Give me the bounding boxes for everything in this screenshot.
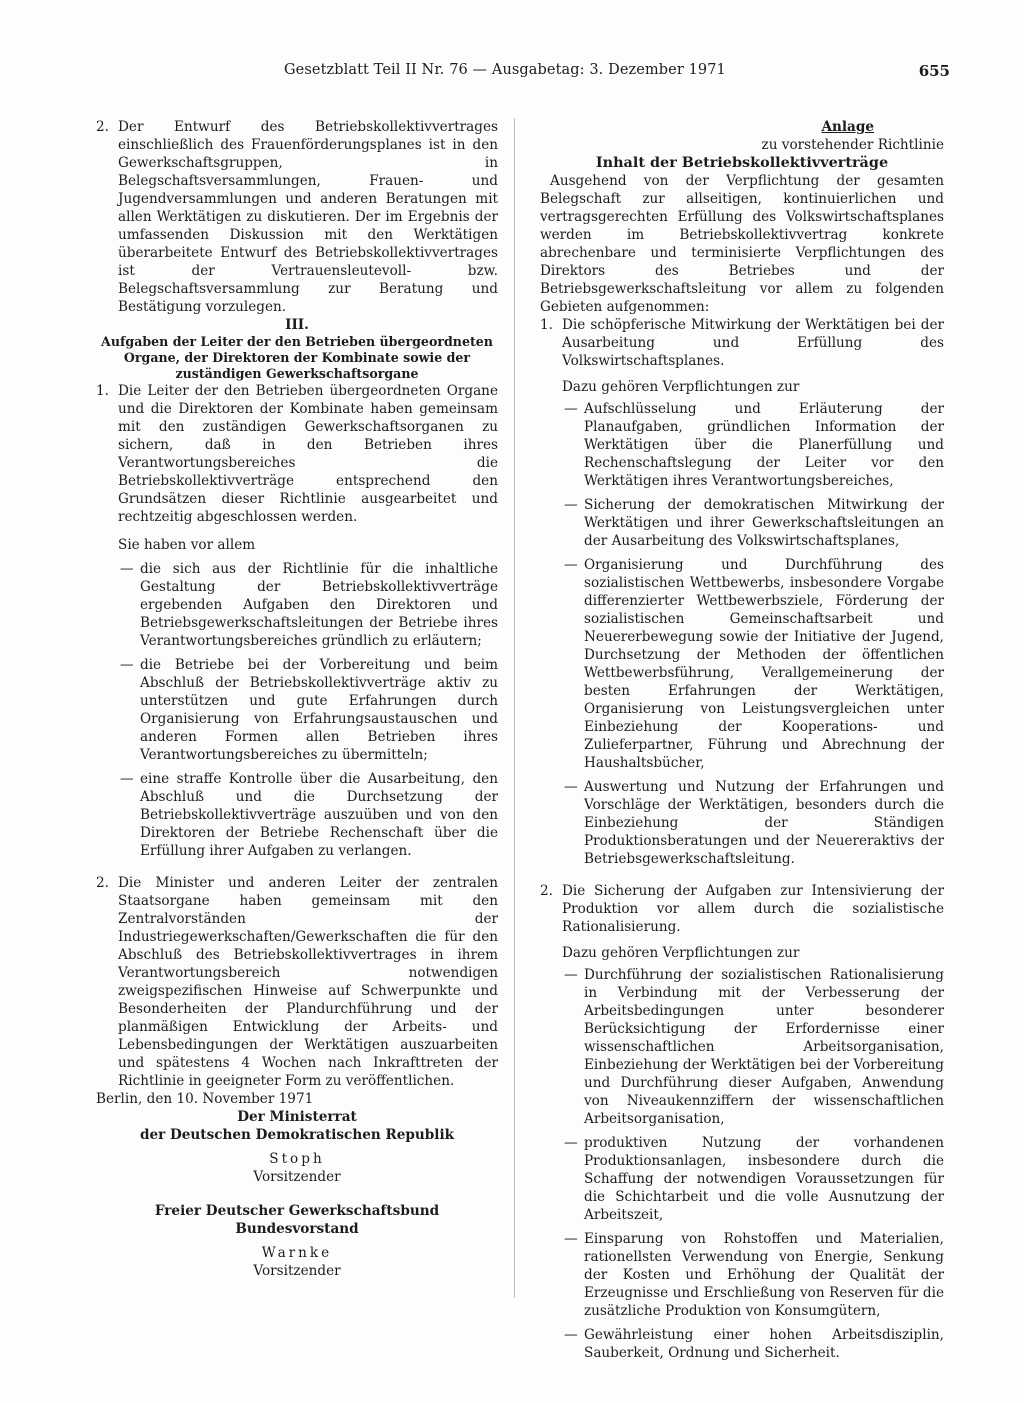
dash-list [96, 560, 498, 860]
section3-item-2 [96, 874, 498, 1090]
dash-marker: — [564, 779, 578, 795]
paragraph-item-2 [96, 118, 498, 316]
annex-subtitle: zu vorstehender Richtlinie [761, 137, 944, 153]
annex-item-1 [540, 316, 944, 370]
dash-item [562, 778, 944, 868]
item-number: 2. [540, 883, 553, 899]
dash-text: Durchführung der sozialistischen Rationalisierung in Verbindung mit der Verbesserung der Arbeitsbedingungen unter besonderer Berücksichtigung der Erfordernisse einer wissenschaftlichen Arbeitsorganisation, Einbeziehung der Werktätigen bei der Vorbereitung und Durchführung dieser Aufgaben, Anwendung von Niveaukennziffern der wissenschaftlichen Arbeitsorganisation, [584, 967, 944, 1127]
dash-text: Einsparung von Rohstoffen und Materialien, rationellsten Verwendung von Energie, Senkung der Kosten und Erhöhung der Qualität der Erzeugnisse und Erschließung von Reserven für die zusätzliche Produktion von Konsumgütern, [584, 1231, 944, 1319]
item-subheading: Sie haben vor allem [118, 537, 256, 553]
dash-marker: — [564, 1327, 578, 1343]
dash-item [118, 770, 498, 860]
section-title: Aufgaben der Leiter der den Betrieben übergeordneten Organe, der Direktoren der Kombinate sowie der zuständigen Gewerkschaftsorgane [101, 334, 493, 381]
dash-marker: — [120, 561, 134, 577]
signature-role: Vorsitzender [253, 1263, 341, 1279]
item-text: Der Entwurf des Betriebskollektivvertrages einschließlich des Frauenförderungsplanes ist in den Gewerkschaftsgruppen, in Belegschaftsversammlungen, Frauen- und Jugendversammlungen und anderen Beratungen mit allen Werktätigen zu diskutieren. Der im Ergebnis der umfassenden Diskussion mit den Werktätigen überarbeitete Entwurf des Betriebskollektivvertrages ist der Vertrauensleutevoll- bzw. Belegschaftsversammlung zur Beratung und Bestätigung vorzulegen. [118, 119, 498, 315]
column-divider [514, 118, 515, 1298]
dash-text: Auswertung und Nutzung der Erfahrungen und Vorschläge der Werktätigen, besonders durch die Einbeziehung der Ständigen Produktionsberatungen und der Neuereraktivs der Betriebsgewerkschaftsleitung. [584, 779, 944, 867]
item-text: Die Leiter der den Betrieben übergeordneten Organe und die Direktoren der Kombinate haben gemeinsam mit den zuständigen Gewerkschaftsorganen zu sichern, daß in den Betrieben ihres Verantwortungsbereiches die Betriebskollektivverträge entsprechend den Grundsätzen dieser Richtlinie ausgearbeitet und rechtzeitig abgeschlossen werden. [118, 383, 498, 525]
header-text: Gesetzblatt Teil II Nr. 76 — Ausgabetag: 3. Dezember 1971 [284, 62, 726, 78]
dash-item [118, 656, 498, 764]
place-date: Berlin, den 10. November 1971 [96, 1091, 314, 1107]
item-number: 1. [540, 317, 553, 333]
annex-title: Inhalt der Betriebskollektivverträge [595, 154, 889, 171]
dash-item [562, 496, 944, 550]
dash-marker: — [120, 771, 134, 787]
page-header [250, 62, 950, 86]
dash-text: eine straffe Kontrolle über die Ausarbeitung, den Abschluß und die Durchsetzung der Betriebskollektivverträge auszuüben und von den Direktoren der Betriebe Rechenschaft über die Erfüllung ihrer Aufgaben zu verlangen. [140, 771, 498, 859]
signature-org: Freier Deutscher Gewerkschaftsbund [154, 1203, 440, 1219]
dash-text: Sicherung der demokratischen Mitwirkung der Werktätigen und ihrer Gewerkschaftsleitungen an der Ausarbeitung des Volkswirtschaftsplanes, [584, 497, 944, 549]
signature-name: Stoph [269, 1151, 325, 1167]
item-number: 1. [96, 383, 109, 399]
signature-org: Der Ministerrat [237, 1109, 357, 1125]
item-text: Die Minister und anderen Leiter der zentralen Staatsorgane haben gemeinsam mit den Zentralvorständen der Industriegewerkschaften/Gewerkschaften die für den Abschluß des Betriebskollektivvertrages in ihrem Verantwortungsbereich notwendigen zweigspezifischen Hinweise auf Schwerpunkte und Besonderheiten der Plandurchführung und der planmäßigen Entwicklung der Arbeits- und Lebensbedingungen der Werktätigen auszuarbeiten und spätestens 4 Wochen nach Inkrafttreten der Richtlinie in geeigneter Form zu veröffentlichen. [118, 875, 498, 1089]
signature-org: Bundesvorstand [235, 1221, 359, 1237]
item-subheading: Dazu gehören Verpflichtungen zur [562, 379, 800, 395]
signature-org: der Deutschen Demokratischen Republik [139, 1127, 455, 1143]
dash-list [540, 966, 944, 1362]
section3-item-1 [96, 382, 498, 526]
dash-item [562, 966, 944, 1128]
signature-block-fdgb [96, 1202, 498, 1280]
section-number: III. [285, 317, 309, 333]
dash-text: produktiven Nutzung der vorhandenen Produktionsanlagen, insbesondere durch die Schaffung der notwendigen Voraussetzungen für die Schichtarbeit und die volle Ausnutzung der Arbeitszeit, [584, 1135, 944, 1223]
dash-item [562, 556, 944, 772]
annex-label: Anlage [821, 119, 874, 135]
right-column [540, 118, 944, 1368]
item-number: 2. [96, 119, 109, 135]
dash-item [562, 1326, 944, 1362]
signature-block-ministerrat [96, 1108, 498, 1186]
annex-intro: Ausgehend von der Verpflichtung der gesamten Belegschaft zur allseitigen, kontinuierlichen und vertragsgerechten Erfüllung des Volkswirtschaftsplanes werden im Betriebskollektivvertrag konkrete abrechenbare und terminisierte Verpflichtungen des Direktors des Betriebes und der Betriebsgewerkschaftsleitung vor allem zu folgenden Gebieten aufgenommen: [540, 173, 944, 315]
dash-marker: — [564, 557, 578, 573]
item-text: Die schöpferische Mitwirkung der Werktätigen bei der Ausarbeitung und Erfüllung des Volkswirtschaftsplanes. [562, 317, 944, 369]
dash-text: Aufschlüsselung und Erläuterung der Planaufgaben, gründlichen Information der Werktätigen über die Planerfüllung und Rechenschaftslegung der Leiter vor den Werktätigen ihres Verantwortungsbereiches, [584, 401, 944, 489]
page-number: 655 [918, 62, 950, 80]
dash-item [118, 560, 498, 650]
annex-item-2 [540, 882, 944, 936]
dash-marker: — [564, 967, 578, 983]
signature-name: Warnke [261, 1245, 333, 1261]
dash-marker: — [120, 657, 134, 673]
item-text: Die Sicherung der Aufgaben zur Intensivierung der Produktion vor allem durch die sozialistische Rationalisierung. [562, 883, 944, 935]
dash-list [540, 400, 944, 868]
dash-text: die Betriebe bei der Vorbereitung und beim Abschluß der Betriebskollektivverträge aktiv zu unterstützen und gute Erfahrungen durch Organisierung von Erfahrungsaustauschen und anderen Formen allen Betrieben ihres Verantwortungsbereiches zu übermitteln; [140, 657, 498, 763]
signature-role: Vorsitzender [253, 1169, 341, 1185]
dash-item [562, 1230, 944, 1320]
dash-item [562, 1134, 944, 1224]
dash-item [562, 400, 944, 490]
dash-text: Gewährleistung einer hohen Arbeitsdisziplin, Sauberkeit, Ordnung und Sicherheit. [584, 1327, 944, 1361]
item-subheading: Dazu gehören Verpflichtungen zur [562, 945, 800, 961]
dash-marker: — [564, 401, 578, 417]
dash-marker: — [564, 497, 578, 513]
dash-marker: — [564, 1135, 578, 1151]
item-number: 2. [96, 875, 109, 891]
left-column [96, 118, 498, 1292]
dash-marker: — [564, 1231, 578, 1247]
dash-text: Organisierung und Durchführung des sozialistischen Wettbewerbs, insbesondere Vorgabe differenzierter Wettbewerbsziele, Förderung der sozialistischen Gemeinschaftsarbeit und Neuererbewegung sowie der Initiative der Jugend, Durchsetzung der Methoden der öffentlichen Wettbewerbsführung, Verallgemeinerung der besten Erfahrungen der Werktätigen, Organisierung von Leistungsvergleichen unter Einbeziehung der Kooperations- und Zulieferpartner, Führung und Abrechnung der Haushaltsbücher, [584, 557, 944, 771]
dash-text: die sich aus der Richtlinie für die inhaltliche Gestaltung der Betriebskollektivverträge ergebenden Aufgaben den Direktoren und Betriebsgewerkschaftsleitungen der Betriebe ihres Verantwortungsbereiches gründlich zu erläutern; [140, 561, 498, 649]
